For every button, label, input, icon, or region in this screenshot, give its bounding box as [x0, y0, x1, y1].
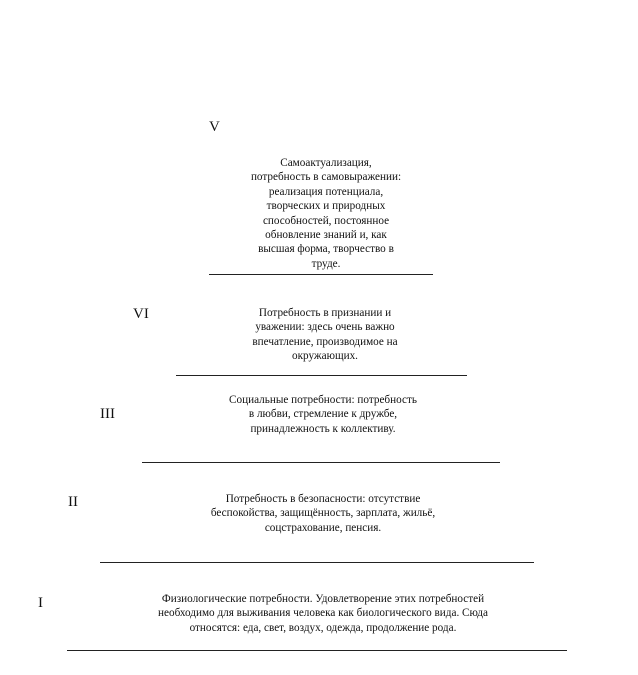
level-1-divider — [67, 650, 567, 651]
level-4-line: Потребность в признании и — [258, 307, 392, 319]
level-3-line: Социальные потребности: потребность — [229, 394, 417, 406]
level-1-line: Физиологические потребности. Удовлетворение этих потребностей — [161, 593, 485, 605]
level-1-text — [120, 592, 526, 635]
level-4-line: окружающих. — [292, 350, 358, 363]
level-2-line: Потребность в безопасности: отсутствие — [225, 493, 421, 505]
level-2-divider — [100, 562, 534, 563]
level-1-line: необходимо для выживания человека как биологического вида. Сюда — [158, 607, 488, 620]
level-2-line: беспокойства, защищённость, зарплата, жильё, — [210, 507, 436, 520]
level-5-text — [210, 156, 442, 271]
level-5-numeral: V — [209, 119, 220, 135]
level-4-line: впечатление, производимое на — [252, 335, 398, 348]
level-5-divider — [209, 274, 433, 275]
level-5-line: обновление знаний и, как — [265, 229, 387, 242]
level-5-line: высшая форма, творчество в — [258, 243, 394, 256]
level-3-line: в любви, стремление к дружбе, — [248, 408, 398, 421]
level-4-text — [210, 306, 440, 364]
level-5-line: реализация потенциала, — [268, 185, 384, 198]
level-4-line: уважении: здесь очень важно — [255, 321, 395, 334]
level-3-divider — [142, 462, 500, 463]
level-3-numeral: III — [100, 406, 115, 422]
level-1-line: относятся: еда, свет, воздух, одежда, продолжение рода. — [189, 621, 457, 634]
level-2-line: соцстрахование, пенсия. — [264, 521, 382, 534]
level-5-line: Самоактуализация, — [280, 157, 372, 169]
level-4-divider — [176, 375, 467, 376]
level-2-text — [170, 492, 476, 535]
level-5-line: потребность в самовыражении: — [250, 171, 402, 184]
level-3-text — [168, 393, 478, 436]
level-3-line: принадлежность к коллективу. — [250, 422, 396, 435]
level-5-line: способностей, постоянное — [262, 214, 390, 227]
level-1-numeral: I — [38, 595, 43, 611]
level-2-numeral: II — [68, 494, 78, 510]
level-4-numeral: VI — [133, 306, 149, 322]
level-5-line: творческих и природных — [266, 200, 386, 213]
level-5-line: труде. — [311, 257, 341, 270]
